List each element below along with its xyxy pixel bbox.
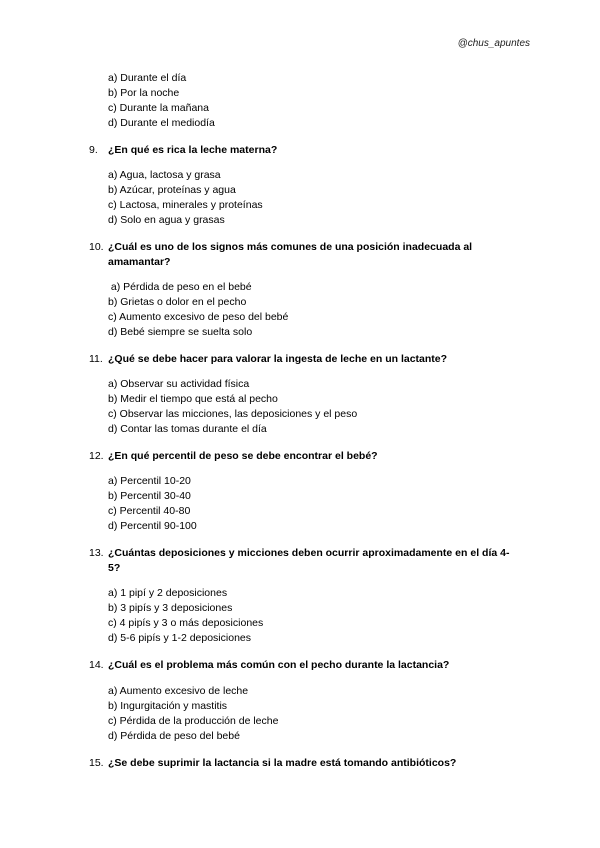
option: c) Observar las micciones, las deposiciones y el peso: [108, 408, 358, 420]
question-10: [89, 240, 519, 270]
option: b) Percentil 30-40: [108, 490, 191, 502]
option: c) Aumento excesivo de peso del bebé: [108, 311, 289, 323]
question-13-options: [108, 586, 263, 646]
option: b) Azúcar, proteínas y agua: [108, 184, 236, 196]
question-number: 11.: [89, 353, 103, 365]
option: c) Lactosa, minerales y proteínas: [108, 199, 263, 211]
question-text: ¿Se debe suprimir la lactancia si la madre está tomando antibióticos?: [108, 757, 457, 769]
option: b) Ingurgitación y mastitis: [108, 700, 228, 712]
question-number: 9.: [89, 144, 98, 156]
option: c) 4 pipís y 3 o más deposiciones: [108, 617, 264, 629]
question-number: 15.: [89, 757, 104, 769]
option: d) Durante el mediodía: [108, 117, 215, 129]
question-12: [89, 449, 519, 464]
question-13: [89, 546, 519, 576]
question-number: 14.: [89, 659, 104, 671]
question-11-options: [108, 377, 357, 437]
option: d) Pérdida de peso del bebé: [108, 730, 240, 742]
question-11: [89, 352, 519, 367]
question-12-options: [108, 474, 197, 534]
option: d) Bebé siempre se suelta solo: [108, 326, 253, 338]
question-9-options: [108, 168, 263, 228]
question-14: [89, 658, 519, 673]
question-text: ¿Qué se debe hacer para valorar la ingesta de leche en un lactante?: [108, 353, 448, 365]
option: d) Percentil 90-100: [108, 520, 197, 532]
question-text: ¿Cuál es uno de los signos más comunes de una posición inadecuada al amamantar?: [108, 241, 473, 268]
option: a) 1 pipí y 2 deposiciones: [108, 587, 228, 599]
option: a) Pérdida de peso en el bebé: [108, 281, 252, 293]
option: b) Por la noche: [108, 87, 180, 99]
option: a) Durante el día: [108, 72, 187, 84]
option: b) Grietas o dolor en el pecho: [108, 296, 247, 308]
question-text: ¿En qué percentil de peso se debe encontrar el bebé?: [108, 450, 378, 462]
question-14-options: [108, 684, 278, 744]
option: d) Contar las tomas durante el día: [108, 423, 267, 435]
option: c) Pérdida de la producción de leche: [108, 715, 279, 727]
question-9: [89, 143, 519, 158]
option: a) Percentil 10-20: [108, 475, 191, 487]
option: a) Agua, lactosa y grasa: [108, 169, 221, 181]
option: b) 3 pipís y 3 deposiciones: [108, 602, 233, 614]
question-15: [89, 756, 519, 771]
option: c) Durante la mañana: [108, 102, 209, 114]
author-handle: @chus_apuntes: [457, 38, 530, 49]
option: c) Percentil 40-80: [108, 505, 191, 517]
option: d) 5-6 pipís y 1-2 deposiciones: [108, 632, 251, 644]
question-number: 13.: [89, 547, 104, 559]
question-text: ¿Cuántas deposiciones y micciones deben ocurrir aproximadamente en el día 4-5?: [108, 547, 510, 574]
question-number: 10.: [89, 241, 104, 253]
question-number: 12.: [89, 450, 104, 462]
option: d) Solo en agua y grasas: [108, 214, 225, 226]
question-text: ¿Cuál es el problema más común con el pecho durante la lactancia?: [108, 659, 450, 671]
continuation-options: [108, 71, 215, 131]
option: a) Observar su actividad física: [108, 378, 250, 390]
question-10-options: [108, 280, 288, 340]
question-text: ¿En qué es rica la leche materna?: [108, 144, 278, 156]
option: a) Aumento excesivo de leche: [108, 685, 249, 697]
option: b) Medir el tiempo que está al pecho: [108, 393, 278, 405]
